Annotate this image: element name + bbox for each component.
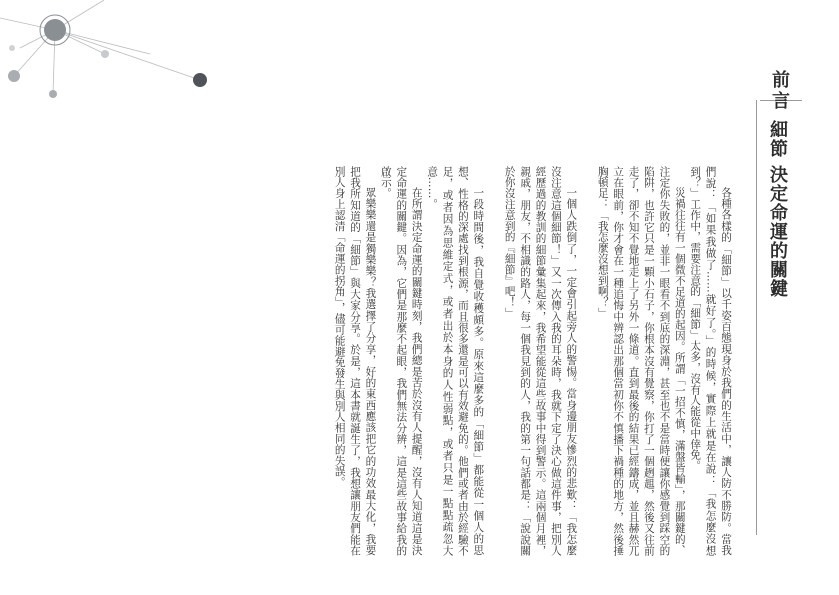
paragraph-5: 在所謂決定命運的關鍵時刻，我們總是苦於沒有人提醒，沒有人知道這是決定命運的關鍵。因為，它們是那麼不起眼，我們無法分辨，這是這些故事給我的啟示。	[379, 166, 423, 556]
vertical-divider	[756, 100, 757, 535]
chapter-title: 細節 決定命運的關鍵	[767, 120, 788, 299]
paragraph-2: 災禍往往有一個微不足道的起因。所謂「一招不慎，滿盤皆輸」，那關鍵的、注定你失敗的，並非一眼看不到底的深淵，甚至也不是當時便讓你感覺到踩空的陷阱，也許它只是一顆小石子，你根本沒有覺察，你打了一個趔趄，然後又往前走了，卻不知不覺地走上了另外一條道。直到最後的結果已經鑄成，並且赫然兀立在眼前，你才會在一種追悔中辨認出那個當初你不慎播下禍種的地方，然後捶胸頓足：「我怎麼沒想到啊？」	[596, 166, 686, 556]
paragraph-4: 一段時間後，我自覺收穫頗多。原來這麼多的「細節」都能從一個人的思想、性格的深處找到根源，而且很多還是可以有效避免的。他們或者由於經驗不足，或者因為思維定式，或者出於本身的人性弱點，或者只是一點點疏忽大意……。	[426, 166, 485, 556]
paragraph-1: 各種各樣的「細節」以千姿百態現身於我們的生活中，讓人防不勝防。當我們說：「如果我做了……就好了。」的時候，實際上就是在說：「我怎麼沒想到？」工作中，需要注意的「細節」太多，沒有人能從中倖免。	[689, 166, 732, 556]
network-nodes-icon	[0, 0, 230, 110]
paragraph-6: 眾樂樂還是獨樂樂？我選擇了分享，好的東西應該把它的功效最大化，我要把我所知道的「細節」與大家分享。於是，這本書就誕生了，我想讓朋友們能在別人身上認清「命運的拐角」，儘可能避免發生與別人相同的失誤。	[333, 166, 377, 556]
paragraph-3: 一個人跌倒了，一定會引起旁人的警惕。當身邊朋友慘烈的悲歎：「我怎麼沒注意這個細節！」又一次傳入我的耳朵時，我就下定了決心做這件事，把別人經歷過的教訓的細節彙集起來，我希望能從這些故事中得到警示。這兩個月裡，親戚，朋友，不相識的路人，每一個我見到的人，我的第一句話都是：「說說關於你沒注意到的『細節』吧！」	[503, 166, 578, 556]
body-text	[93, 166, 733, 556]
section-label: 前言	[769, 70, 790, 112]
